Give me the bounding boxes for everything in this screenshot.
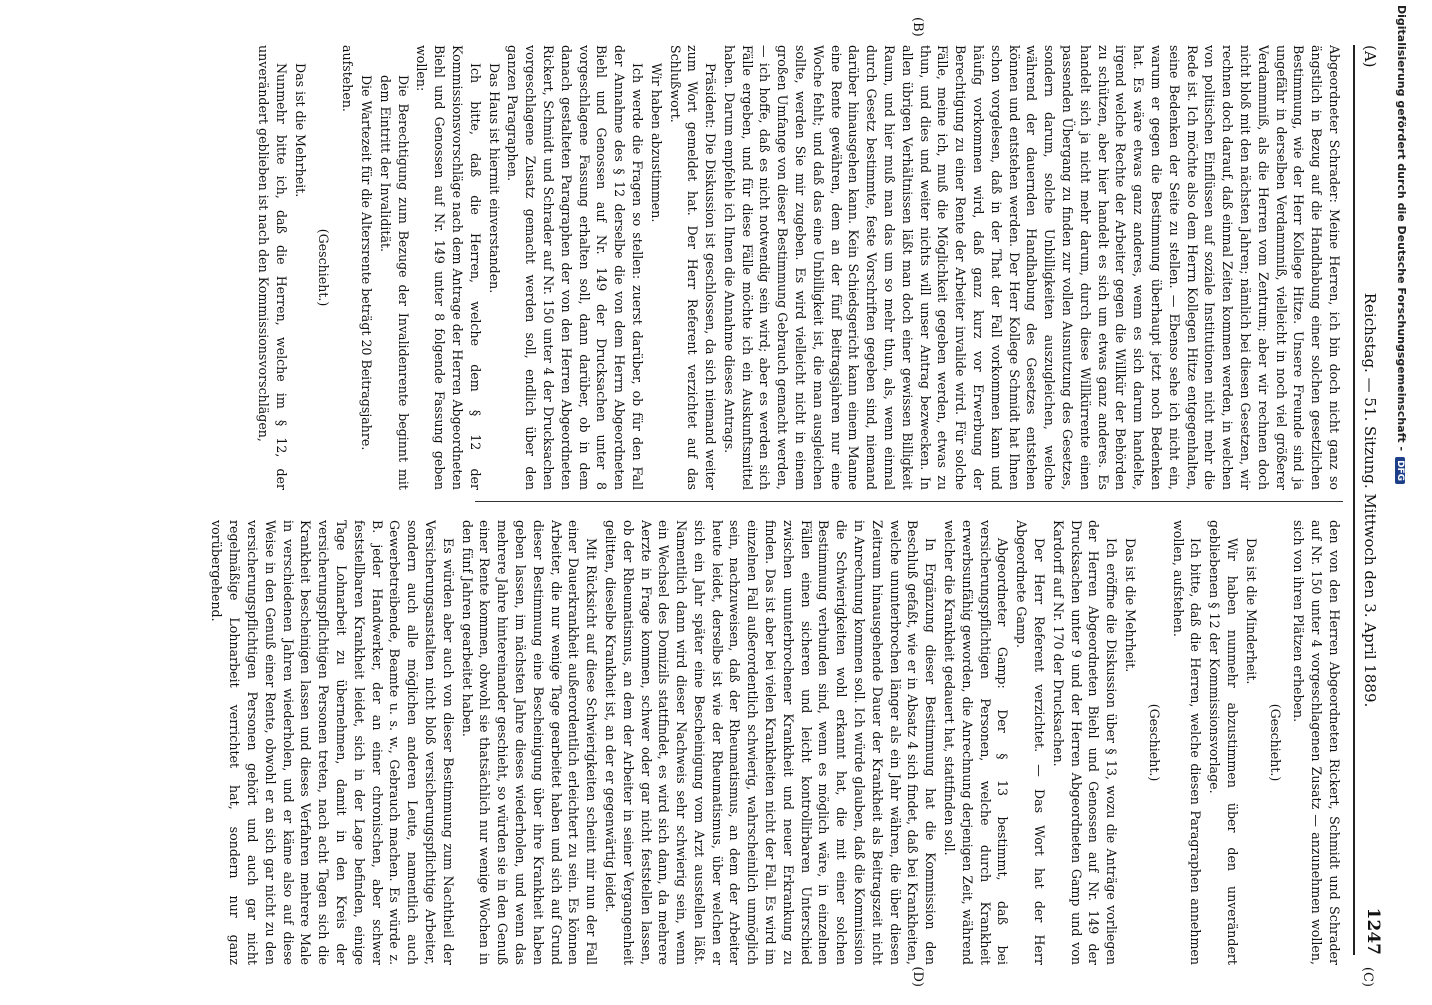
- margin-letter-a: (A): [1361, 45, 1379, 68]
- paragraph: Abgeordneter Schrader: Meine Herren, ich bin doch nicht ganz so ängstlich in Bezug auf die Handhabung einer solchen gesetzlichen Bestimmung, wie der Herr Kollege Hitze. Unsere Freunde sind ja ungefähr in derselben Verdammniß, vielleicht in noch viel größerer Verdammniß, als die Herren vom Zentrum; aber wir rechnen doch nicht bloß mit den nächsten Jahren; nämlich bei diesen Gesetzen, wir rechnen doch darauf, daß einmal Zeiten kommen werden, in welchen von politischen Einflüssen auf soziale Institutionen nicht mehr die Rede ist. Ich möchte also dem Herrn Kollegen Hitze entgegenhalten, seine Bedenken der Seite zu stellen. — Ebenso sehe ich nicht ein, warum er gegen die Bestimmung überhaupt jetzt noch Bedenken hat. Es wäre etwas ganz anderes, wenn es sich darum handelte, irgend welche Rechte der Arbeiter gegen die Willkür der Behörden zu schützen, aber hier handelt es sich um etwas ganz anderes. Es handelt sich ja nicht mehr darum, durch diese Willkürrente einen passenden Übergang zu finden zur vollen Ausnutzung des Gesetzes, sondern darum, solche Unbilligkeiten auszugleichen, welche während der dauernden Handhabung des Gesetzes entstehen können und entstehen werden. Der Herr Kollege Schmidt hat Ihnen schon vorgelesen, daß in der That der Fall vorkommen kann und häufig vorkommen wird, daß ganz kurz vor Erwerbung der Berechtigung zu einer Rente der Arbeiter invalide wird. Für solche Fälle, meine ich, muß die Möglichkeit gegeben werden, etwas zu thun, und dies und weiter nichts will unser Antrag bezwecken. In allen übrigen Verhältnissen läßt man doch einer gewissen Billigkeit Raum, und hier muß man das um so mehr thun, als, wenn einmal durch Gesetz bestimmte, feste Vorschriften gegeben sind, niemand darüber hinausgehen kann. Kein Schiedsgericht kann einem Manne eine Rente gewähren, dem an der fünf Beitragsjahren nur eine Woche fehlt; und daß das eine Unbilligkeit ist, die man ausgleichen sollte, werden Sie mir zugeben. Es wird vielleicht nicht in einem großen Umfange von dieser Bestimmung Gebrauch gemacht werden, — ich hoffe, daß es nicht notwendig sein wird; aber es werden sich Fälle ergeben, und für diese Fälle möchte ich ein Auskunftsmittel haben. Darum empfehle ich Ihnen die Annahme dieses Antrags.: [721, 45, 1342, 490]
- paragraph: Ich eröffne die Diskussion über § 13, wozu die Anträge vorliegen der Herren Abgeordneten Biehl und Genossen auf Nr. 149 der Drucksachen unter 9 und der Herren Abgeordneten Gamp und von Kardorff auf Nr. 170 der Drucksachen.: [1050, 520, 1120, 965]
- paragraph: den von den Herren Abgeordneten Rickert, Schmidt und Schrader auf Nr. 150 unter 4 vorgeschlagenen Zusatz — anzunehmen wollen, sich von ihren Plätzen erheben.: [1291, 520, 1342, 965]
- paragraph: Das ist die Mehrheit.: [1123, 538, 1139, 673]
- margin-letter-b: (B): [910, 17, 925, 37]
- paragraph: In Ergänzung dieser Bestimmung hat die Kommission den Beschluß gefaßt, wie er in Absatz 4 sich findet, daß bei Krankheiten, welche ununterbrochen länger als ein Jahr währen, die über diesen Zeitraum hinausgehende Dauer der Krankheit als Beitragszeit nicht in Anrechnung kommen soll. Ich würde glauben, daß die Kommission die Schwierigkeiten wohl erkannt hat, die mit einer solchen Bestimmung verbunden sind, wenn es möglich wäre, in einzelnen Fällen einen sicheren und leicht kontrollirbaren Unterschied zwischen ununterbrochener Krankheit und neuer Erkrankung zu finden. Das ist aber bei vielen Krankheiten nicht der Fall. Es wird im einzelnen Fall außerordentlich schwierig, wahrscheinlich unmöglich sein, nachzuweisen, daß der Rheumatismus, an dem der Arbeiter heute leidet, derselbe ist wie der Rheumatismus, über welchen er sich ein Jahr später eine Bescheinigung vom Arzt ausstellen läßt. Namentlich dann wird dieser Nachweis sehr schwierig sein, wenn ein Wechsel des Domizils stattfindet, es wird sich dann, da mehrere Aerzte in Frage kommen, schwer oder gar nicht feststellen lassen, ob der Rheumatismus, an dem der Arbeiter in seiner Vergangenheit gelitten, dieselbe Krankheit ist, an der er gegenwärtig leidet.: [602, 520, 939, 965]
- stage-direction: (Geschieht.): [1146, 703, 1162, 782]
- paragraph: Mit Rücksicht auf diese Schwierigkeiten scheint mir nun der Fall einer Dauerkrankheit außerordentlich erleichtert zu sein. Es können Arbeiter, die nur wenige Tage gearbeitet haben und sich auf Grund dieser Bestimmung eine Bescheinigung über ihre Krankheit haben geben lassen, im nächsten Jahre dieses wiederholen, und wenn das mehrere Jahre hintereinander geschieht, so würden sie in den Genuß einer Rente kommen, obwohl sie thatsächlich nur wenige Wochen in den fünf Jahren gearbeitet haben.: [459, 520, 600, 965]
- paragraph: Das ist die Minderheit.: [1243, 538, 1259, 685]
- margin-letter-d: (D): [910, 966, 925, 987]
- column-divider: [475, 501, 1343, 502]
- quoted-text: Die Wartezeit für die Altersrente beträgt 20 Beitragsjahre.: [358, 75, 374, 451]
- right-column: [55, 520, 1343, 965]
- paragraph: Ich bitte, daß die Herren, welche diesen Paragraphen annehmen wollen, aufstehen.: [1170, 520, 1204, 965]
- digitization-footer: [1386, 5, 1408, 1005]
- paragraph: Präsident: Die Diskussion ist geschlossen, da sich niemand weiter zum Wort gemeldet hat. Der Herr Referent verzichtet auf das Schlußwort.: [667, 45, 719, 490]
- paragraph: Wir haben abzustimmen.: [648, 63, 664, 223]
- page-number: 1247: [1363, 907, 1383, 955]
- running-header: [1357, 45, 1383, 955]
- running-title: Reichstag. — 51. Sitzung. Mittwoch den 3. April 1889.: [1361, 292, 1379, 708]
- quoted-text: Die Berechtigung zum Bezuge der Invalidenrente beginnt mit dem Eintritt der Invalidität.: [377, 75, 411, 490]
- paragraph: Wir haben nunmehr abzustimmen über den unverändert gebliebenen § 12 der Kommissionsvorlage.: [1207, 520, 1241, 965]
- scanned-page: [15, 5, 1395, 995]
- paragraph: Ich werde die Fragen so stellen: zuerst darüber, ob für den Fall der Annahme des § 12 derselbe die von dem Herrn Abgeordneten Biehl und Genossen auf Nr. 149 der Drucksachen unter 8 vorgeschlagene Fassung erhalten soll, dann darüber, ob in dem danach gestalteten Paragraphen der von den Herren Abgeordneten Rickert, Schmidt und Schrader auf Nr. 150 unter 4 der Drucksachen vorgeschlagene Zusatz gemacht werden soll, endlich über den ganzen Paragraphen.: [505, 45, 645, 490]
- paragraph: Das ist die Mehrheit.: [292, 63, 308, 198]
- header-rule: [1353, 45, 1355, 955]
- stage-direction: (Geschieht.): [1267, 703, 1283, 782]
- paragraph: Es würden aber auch von dieser Bestimmung zum Nachtheil der Versicherungsanstalten nicht bloß versicherungspflichtige Arbeiter, sondern auch alle möglichen anderen Leute, namentlich auch Gewerbetreibende, Beamte u. s. w., Gebrauch machen. Es würde z. B. jeder Handwerker, der an einer chronischen, aber schwer feststellbaren Krankheit leidet, sich in der Lage befinden, einige Tage Lohnarbeit zu übernehmen, damit in den Kreis der versicherungspflichtigen Personen treten, nach acht Tagen sich die Krankheit bescheinigen lassen und dieses Verfahren mehrere Male in verschiedenen Jahren wiederholen, und er käme also auf diese Weise in den Genuß einer Rente, obwohl er an sich gar nicht zu den versicherungspflichtigen Personen gehört und auch gar nicht regelmäßige Lohnarbeit verrichtet hat, sondern nur ganz vorübergehend.: [209, 520, 456, 965]
- footer-text: Digitalisierung gefördert durch die Deutsche Forschungsgemeinschaft -: [1395, 5, 1408, 452]
- paragraph: Das Haus ist hiermit einverstanden.: [486, 63, 502, 294]
- paragraph: Nunmehr bitte ich, daß die Herren, welche im § 12, der unverändert geblieben ist nach den Kommissionsvorschlägen,: [255, 45, 289, 490]
- paragraph: Abgeordneter Gamp: Der § 13 bestimmt, daß bei versicherungspflichtigen Personen, welche durch Krankheit erwerbsunfähig geworden, die Anrechnung derjenigen Zeit, während welcher die Krankheit gedauert hat, stattfinden soll.: [942, 520, 1011, 965]
- stage-direction: (Geschieht.): [316, 228, 332, 307]
- left-column: [55, 45, 1343, 490]
- paragraph: Der Herr Referent verzichtet. — Das Wort hat der Herr Abgeordnete Gamp.: [1014, 520, 1048, 965]
- dfg-logo: DFG: [1395, 457, 1405, 484]
- paragraph: Ich bitte, daß die Herren, welche dem § 12 der Kommissionsvorschläge nach dem Antrage der Herren Abgeordneten Biehl und Genossen auf Nr. 149 unter 8 folgende Fassung geben wollen:: [414, 45, 483, 490]
- paragraph: aufstehen.: [340, 45, 356, 112]
- margin-letter-c: (C): [1360, 966, 1375, 987]
